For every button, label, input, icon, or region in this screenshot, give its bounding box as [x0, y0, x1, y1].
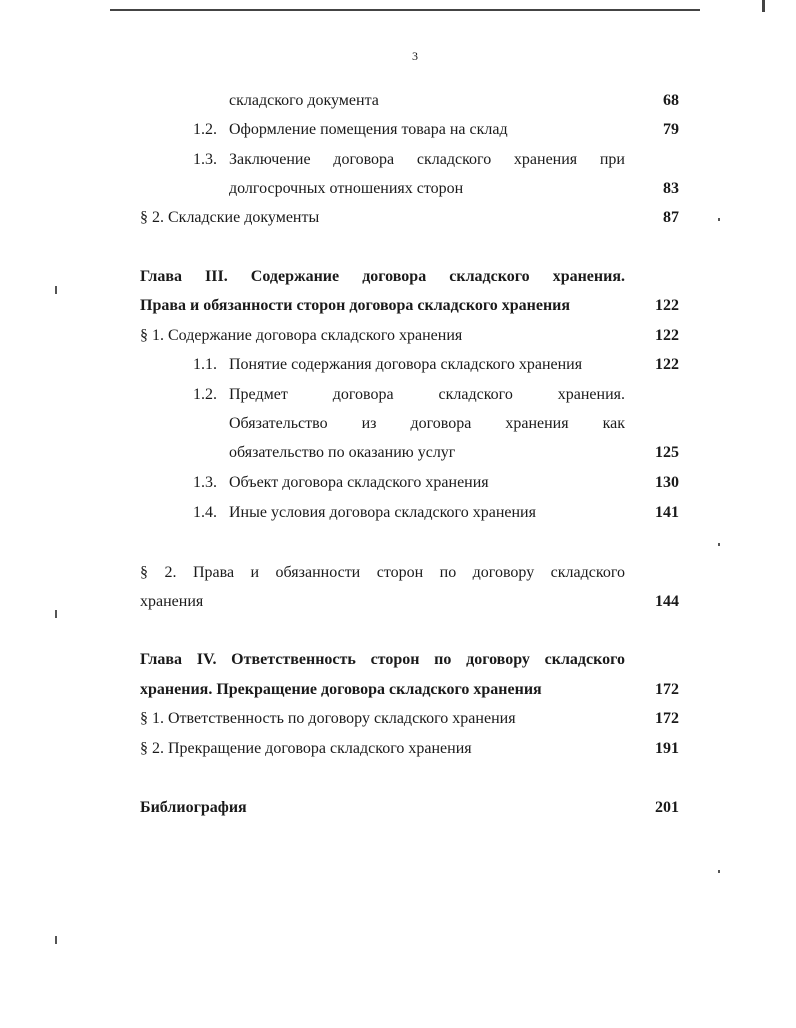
toc-entry-text: складского документа [229, 92, 379, 109]
toc-entry-text: Объект договора складского хранения [229, 474, 489, 491]
toc-entry-page: 68 [663, 92, 679, 109]
scan-edge-line [762, 0, 765, 12]
toc-entry-page: 130 [655, 474, 679, 491]
toc-entry-page: 172 [655, 710, 679, 727]
toc-entry-text: Обязательство из договора хранения как [229, 415, 625, 432]
page-number: 3 [412, 49, 418, 63]
toc-entry-page: 122 [655, 297, 679, 314]
toc-entry-page: 122 [655, 356, 679, 373]
toc-entry-page: 201 [655, 799, 679, 816]
toc-entry-text: Оформление помещения товара на склад [229, 121, 508, 138]
chapter-heading: хранения. Прекращение договора складского хранения [140, 681, 542, 698]
scan-mark [55, 610, 57, 618]
scan-mark [55, 286, 57, 294]
toc-entry-text: Предмет договора складского хранения. [229, 386, 625, 403]
toc-entry-text: Иные условия договора складского хранения [229, 504, 536, 521]
toc-entry-number: 1.2. [193, 121, 217, 138]
toc-entry-text: обязательство по оказанию услуг [229, 444, 456, 461]
scan-edge-line [110, 9, 700, 11]
chapter-heading: Глава III. Содержание договора складского хранения. [140, 268, 625, 285]
toc-entry-text: долгосрочных отношениях сторон [229, 180, 464, 197]
toc-entry-number: 1.2. [193, 386, 217, 403]
toc-entry-text: Заключение договора складского хранения при [229, 151, 625, 168]
chapter-heading: Права и обязанности сторон договора складского хранения [140, 297, 571, 314]
toc-entry-text: § 1. Ответственность по договору складского хранения [140, 710, 516, 727]
scan-mark [55, 936, 57, 944]
toc-entry-page: 125 [655, 444, 679, 461]
toc-entry-page: 144 [655, 593, 679, 610]
toc-entry-text: § 2. Права и обязанности сторон по договору складского [140, 564, 625, 581]
scan-mark [718, 543, 720, 546]
toc-entry-number: 1.4. [193, 504, 217, 521]
toc-entry-number: 1.1. [193, 356, 217, 373]
toc-entry-number: 1.3. [193, 151, 217, 168]
toc-entry-text: § 2. Прекращение договора складского хранения [140, 740, 472, 757]
chapter-heading: Глава IV. Ответственность сторон по договору складского [140, 651, 625, 668]
toc-entry-page: 122 [655, 327, 679, 344]
toc-entry-page: 87 [663, 209, 679, 226]
toc-entry-page: 79 [663, 121, 679, 138]
toc-entry-text: § 1. Содержание договора складского хранения [140, 327, 463, 344]
toc-entry-page: 191 [655, 740, 679, 757]
toc-entry-number: 1.3. [193, 474, 217, 491]
scan-mark [718, 870, 720, 873]
toc-entry-page: 172 [655, 681, 679, 698]
toc-entry-page: 83 [663, 180, 679, 197]
toc-entry-text: § 2. Складские документы [140, 209, 320, 226]
scan-mark [718, 218, 720, 221]
bibliography-heading: Библиография [140, 799, 247, 816]
toc-entry-text: Понятие содержания договора складского хранения [229, 356, 583, 373]
toc-entry-text: хранения [140, 593, 204, 610]
toc-entry-page: 141 [655, 504, 679, 521]
